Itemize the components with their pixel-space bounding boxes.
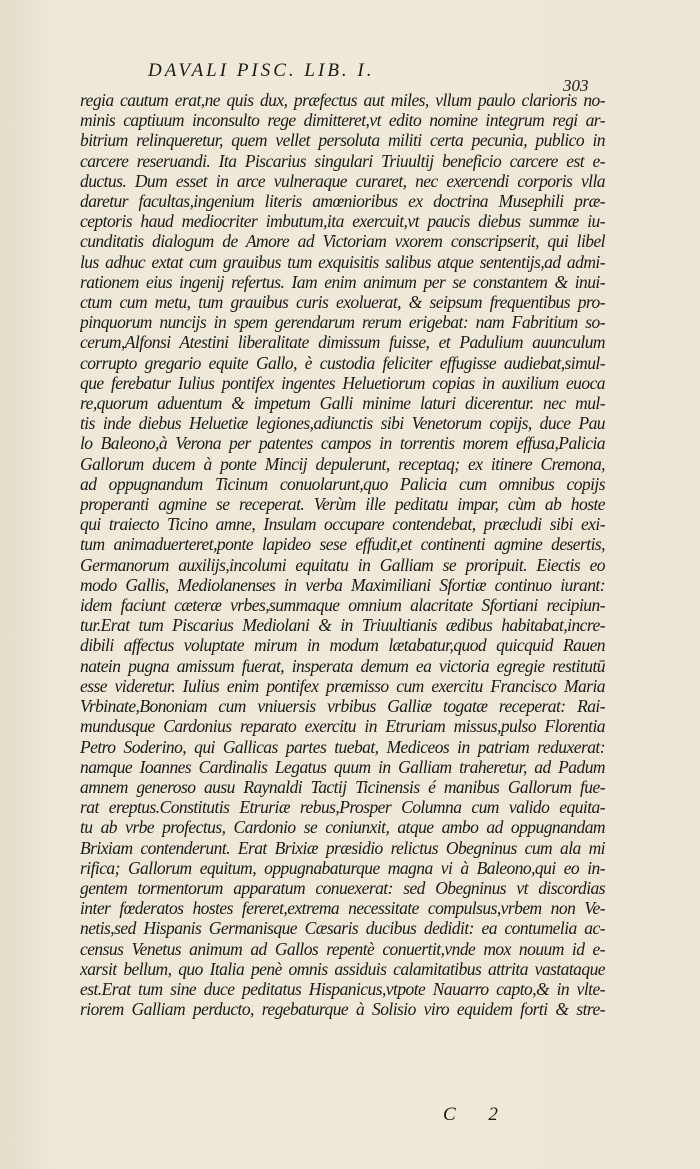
text-line: census Venetus animum ad Gallos repentè conuertit,vnde mox nouum id e- [80,938,605,959]
text-line: cerum,Alfonsi Atestini liberalitate dimissum fuisse, et Padulium auunculum [80,332,605,353]
text-line: properanti agmine se receperat. Verùm ille peditatu impar, cùm ab hoste [80,494,605,515]
text-line: idem faciunt cæteræ vrbes,summaque omnium alacritate Sfortiani recipiun- [80,595,605,616]
text-line: modo Gallis, Mediolanenses in verba Maximiliani Sfortiæ continuo iurant: [80,574,605,595]
text-line: riorem Galliam perducto, regebaturque à Solisio viro equidem forti & stre- [80,999,605,1020]
text-line: Petro Soderino, qui Gallicas partes tuebat, Mediceos in patriam reduxerat: [80,736,605,757]
text-line: cunditatis dialogum de Amore ad Victoriam vxorem conscripserit, qui libel [80,231,605,252]
text-line: est.Erat tum sine duce peditatus Hispanicus,vtpote Nauarro capto,& in vlte- [80,978,605,999]
text-line: Vrbinate,Bononiam cum vniuersis vrbibus Galliæ togatæ receperat: Rai- [80,696,605,717]
signature-mark: C 2 [443,1104,512,1125]
text-line: tur.Erat tum Piscarius Mediolani & in Triuultianis ædibus habitabat,incre- [80,615,605,636]
text-line: mundusque Cardonius reparato exercitu in Etruriam missus,pulso Florentia [80,716,605,737]
text-line: rationem eius ingenij refertus. Iam enim animum per se constantem & inui- [80,271,605,292]
text-line: tis inde diebus Heluetiæ legiones,adiunctis sibi Venetorum copijs, duce Pau [80,413,605,434]
text-line: qui traiecto Ticino amne, Insulam occupare contendebat, præcludi sibi exi- [80,514,605,535]
text-line: re,quorum aduentum & impetum Galli minime laturi dicerentur. nec mul- [80,393,605,414]
text-line: lus adhuc extat cum grauibus tum exquisitis salibus atque sententijs,ad admi- [80,251,605,272]
text-line: gentem tormentorum apparatum conuexerat: sed Obegninus vt discordias [80,877,605,898]
text-line: ctum cum metu, tum grauibus curis exoluerat, & seipsum frequentibus pro- [80,292,605,313]
text-line: corrupto gregario equite Gallo, è custodia feliciter effugisse audiebat,simul- [80,352,605,373]
text-line: ductus. Dum esset in arce vulneraque curaret, nec exercendi corporis vlla [80,170,605,191]
text-line: que ferebatur Iulius pontifex ingentes Heluetiorum copias in auxilium euoca [80,372,605,393]
text-line: bitrium relinqueretur, quem vellet persoluta militi certa pecunia, publico in [80,130,605,151]
page-number: 303 [563,76,589,95]
text-line: carcere reseruandi. Ita Piscarius singulari Triuultij beneficio carcere est e- [80,150,605,171]
body-text [80,90,605,1135]
text-line: Gallorum ducem à ponte Mincij depulerunt, receptaq; ex itinere Cremona, [80,453,605,474]
text-line: xarsit bellum, quo Italia penè omnis assiduis calamitatibus attrita vastataque [80,958,605,979]
text-line: daretur facultas,ingenium literis amœnioribus ex doctrina Musephili præ- [80,191,605,212]
text-line: tu ab vrbe profectus, Cardonio se coniunxit, atque ambo ad oppugnandam [80,817,605,838]
text-line: natein pugna amissum fuerat, insperata demum ea victoria egregie restitutū [80,655,605,676]
text-line: rat ereptus.Constitutis Etruriæ rebus,Prosper Columna cum valido equita- [80,797,605,818]
running-head: DAVALI PISC. LIB. I. [148,60,375,81]
text-line: netis,sed Hispanis Germanisque Cæsaris ducibus dedidit: ea contumelia ac- [80,918,605,939]
text-line: ceptoris haud mediocriter imbutum,ita exercuit,vt paucis diebus summæ iu- [80,211,605,232]
text-line: regia cautum erat,ne quis dux, præfectus aut miles, vllum paulo clarioris no- [80,90,605,110]
text-line: amnem generoso ausu Raynaldi Tactij Ticinensis é manibus Gallorum fue- [80,776,605,797]
text-line: namque Ioannes Cardinalis Legatus quum in Galliam traheretur, ad Padum [80,756,605,777]
text-line: dibili affectus voluptate mirum in modum lætabatur,quod quicquid Rauen [80,635,605,656]
text-line: pinquorum nuncijs in spem gerendarum rerum erigebat: nam Fabritium so- [80,312,605,333]
text-line: lo Baleono,à Verona per patentes campos in torrentis morem effusa,Palicia [80,433,605,454]
text-line: Brixiam contenderunt. Erat Brixiæ præsidio relictus Obegninus cum ala mi [80,837,605,858]
text-line: inter fœderatos hostes fereret,extrema necessitate compulsus,vrbem non Ve- [80,898,605,919]
text-line: Germanorum auxilijs,incolumi equitatu in Galliam se proripuit. Eiectis eo [80,554,605,575]
text-line: ad oppugnandum Ticinum conuolarunt,quo Palicia cum omnibus copijs [80,473,605,494]
text-line: minis captiuum inconsulto rege dimitteret,vt edito nomine integrum regi ar- [80,110,605,131]
text-line: rifica; Gallorum equitum, oppugnabaturque magna vi à Baleono,qui eo in- [80,857,605,878]
text-line: esse videretur. Iulius enim pontifex præmisso cum exercitu Francisco Maria [80,675,605,696]
text-line: tum animaduerteret,ponte lapideo sese effudit,et continenti agmine desertis, [80,534,605,555]
